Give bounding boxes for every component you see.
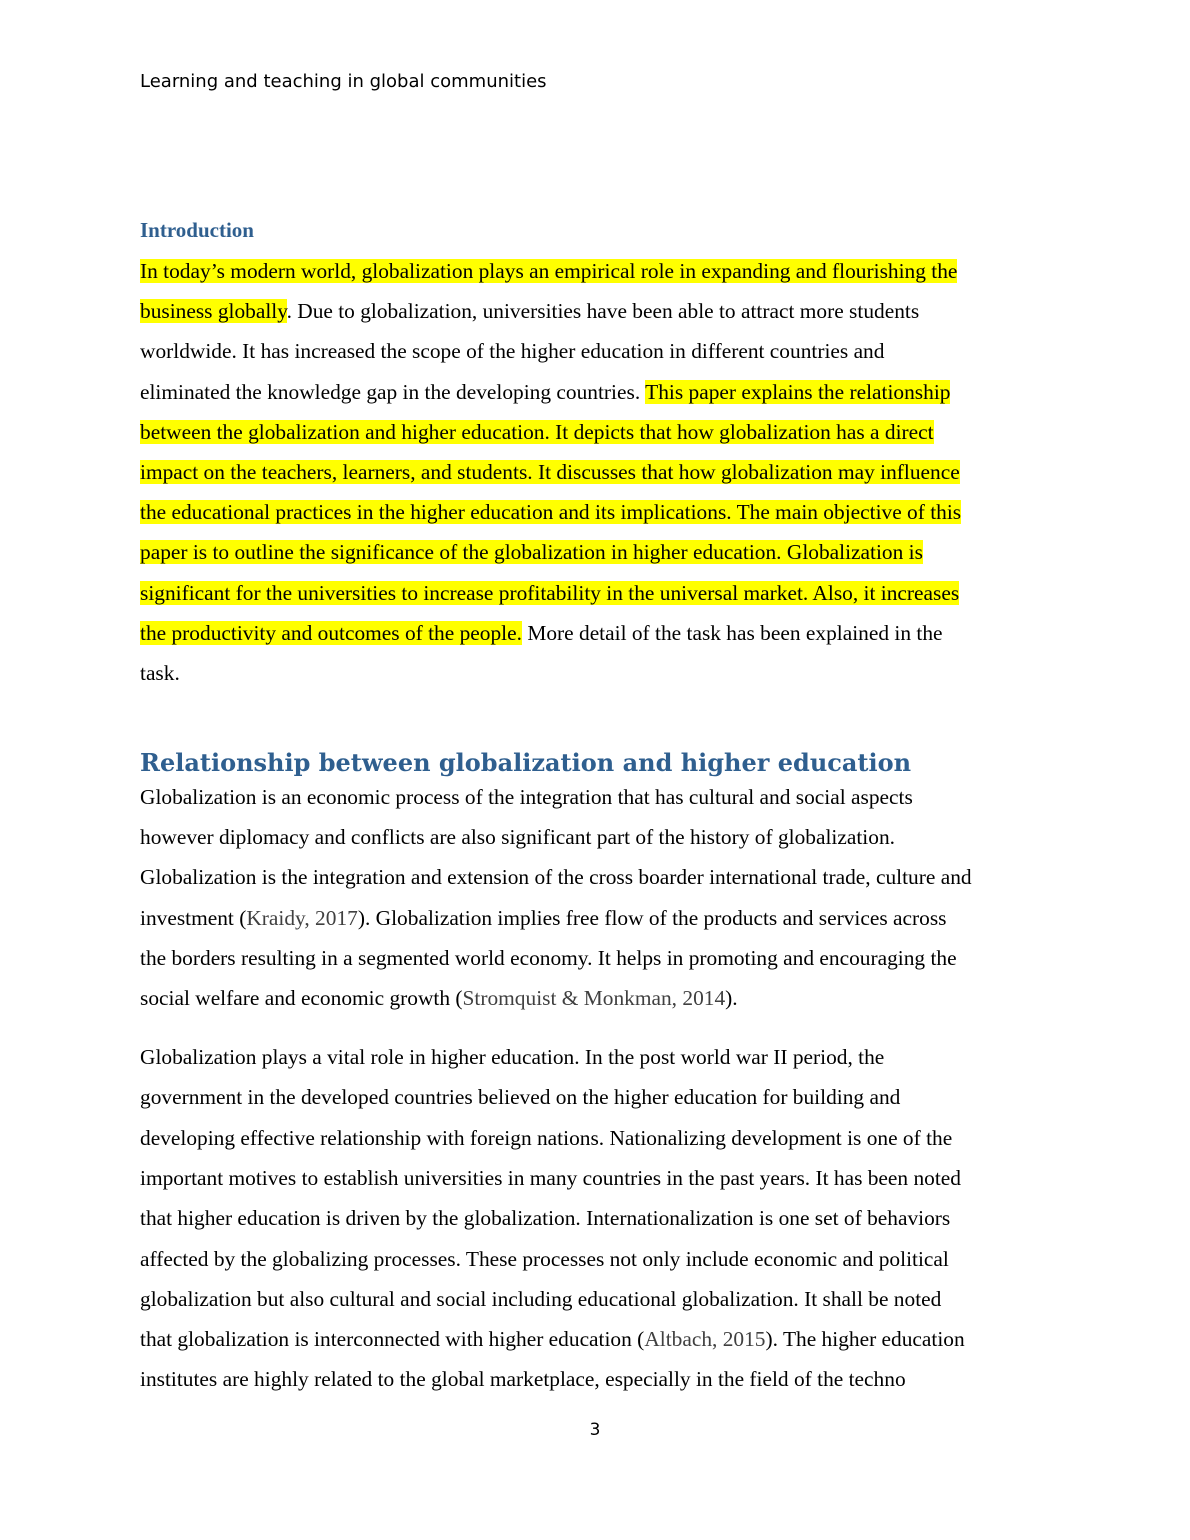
text-run: important motives to establish universities in many countries in the past years. It has been noted [140,1165,961,1190]
text-line [140,1364,906,1394]
text-line [140,1163,961,1193]
highlighted-text: business globally [140,299,287,324]
text-run: More detail of the task has been explained in the [521,620,943,645]
text-line [140,537,923,567]
text-run: globalization but also cultural and social including educational globalization. It shall be noted [140,1286,942,1311]
text-line [140,1244,949,1274]
text-line [140,296,919,326]
text-run: institutes are highly related to the global marketplace, especially in the field of the techno [140,1367,906,1392]
text-run: worldwide. It has increased the scope of the higher education in different countries and [140,339,885,364]
text-line [140,578,959,608]
running-header: Learning and teaching in global communities [140,71,547,92]
text-run: ). [725,986,738,1010]
text-line [140,618,943,648]
text-run: developing effective relationship with foreign nations. Nationalizing development is one of the [140,1125,953,1150]
text-line [140,983,738,1013]
text-run: that globalization is interconnected with higher education ( [140,1327,645,1352]
text-line [140,1284,941,1314]
text-run: ). The higher education [765,1327,965,1352]
highlighted-text: between the globalization and higher education. It depicts that how globalization has a direct [140,419,934,444]
text-run: investment ( [140,905,247,930]
text-line [140,943,957,973]
introduction-title: Introduction [140,218,254,242]
text-line [140,256,957,286]
text-run: Globalization is the integration and extension of the cross boarder international trade, culture and [140,865,972,890]
text-run: . Due to globalization, universities have been able to attract more students [286,299,920,324]
text-line [140,903,947,933]
text-run: however diplomacy and conflicts are also significant part of the history of globalization. [140,825,895,850]
text-run: affected by the globalizing processes. These processes not only include economic and political [140,1246,949,1271]
text-line [140,1082,900,1112]
highlighted-text: significant for the universities to increase profitability in the universal market. Also, it increases [140,580,960,605]
highlighted-text: This paper explains the relationship [645,379,951,404]
text-run: the borders resulting in a segmented world economy. It helps in promoting and encouraging the [140,945,957,970]
text-run: that higher education is driven by the globalization. Internationalization is one set of behaviors [140,1206,951,1231]
highlighted-text: paper is to outline the significance of the globalization in higher education. Globalization is [140,540,923,565]
text-run: government in the developed countries believed on the higher education for building and [140,1085,901,1110]
text-run: ). Globalization implies free flow of the products and services across [357,905,947,930]
text-line [140,336,884,366]
text-line [140,862,972,892]
highlighted-text: the educational practices in the higher education and its implications. The main objective of this [140,500,962,525]
text-run: Globalization is an economic process of the integration that has cultural and social aspects [140,785,913,809]
text-line [140,1324,965,1354]
text-run: social welfare and economic growth ( [140,986,463,1010]
text-line [140,782,913,812]
page-number: 3 [589,1420,601,1440]
highlighted-text: impact on the teachers, learners, and students. It discusses that how globalization may influence [140,460,960,484]
text-run: eliminated the knowledge gap in the developing countries. [140,379,646,404]
text-line [140,822,895,852]
text-line [140,457,960,487]
relationship-heading: Relationship between globalization and higher education [140,748,912,777]
text-run: task. [140,661,180,685]
text-line [140,417,934,447]
citation-text: Stromquist & Monkman, 2014 [462,986,726,1010]
highlighted-text: the productivity and outcomes of the people. [140,620,522,645]
text-line [140,658,180,688]
text-line [140,1042,884,1072]
citation-text: Kraidy, 2017 [246,905,358,930]
text-line [140,377,950,407]
text-line [140,1123,952,1153]
text-run: Globalization plays a vital role in higher education. In the post world war II period, the [140,1045,885,1069]
citation-text: Altbach, 2015 [644,1327,766,1352]
text-line [140,497,961,527]
highlighted-text: In today’s modern world, globalization plays an empirical role in expanding and flourishing the [140,259,958,283]
text-line [140,1203,950,1233]
